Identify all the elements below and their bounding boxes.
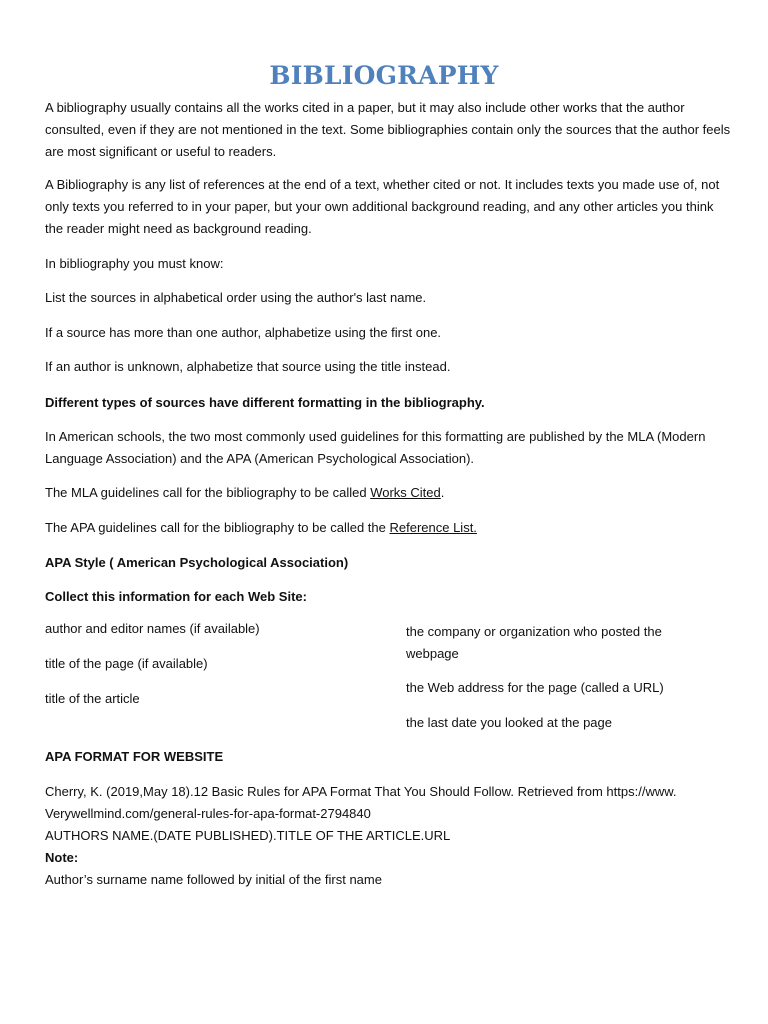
source-types-heading: Different types of sources have different formatting in the bibliography.: [45, 395, 485, 410]
format-template-line: AUTHORS NAME.(DATE PUBLISHED).TITLE OF THE ARTICLE.URL: [45, 828, 451, 843]
note-text: Author’s surname name followed by initial of the first name: [45, 872, 382, 887]
intro-paragraph: A bibliography usually contains all the works cited in a paper, but it may also include other works that the author consulted, even if they are not mentioned in the text. Some bibliographies contain only the sources that the author feels are most significant or useful to readers.: [45, 100, 731, 159]
note-label: Note:: [45, 850, 79, 865]
citation-example: [45, 781, 735, 891]
apa-line: [45, 517, 735, 539]
reference-list-link[interactable]: Reference List.: [389, 520, 477, 535]
apa-text: The APA guidelines call for the bibliography to be called the: [45, 520, 390, 535]
collect-item-company: the company or organization who posted the webpage: [406, 624, 662, 661]
mla-period: .: [440, 485, 445, 500]
rule-unknown-author: If an author is unknown, alphabetize that source using the title instead.: [45, 359, 451, 374]
collect-item-page-title: title of the page (if available): [45, 656, 208, 671]
works-cited-link[interactable]: Works Cited: [370, 485, 441, 500]
definition-paragraph: A Bibliography is any list of references at the end of a text, whether cited or not. It includes texts you made use of, not only texts you referred to in your paper, but your own additional background reading, and any other articles you think the reader might need as background reading.: [45, 177, 720, 236]
mla-line: [45, 482, 735, 504]
apa-format-heading: APA FORMAT FOR WEBSITE: [45, 749, 224, 764]
page-title: BIBLIOGRAPHY: [269, 61, 499, 90]
rule-alphabetical: List the sources in alphabetical order using the author's last name.: [45, 290, 427, 305]
citation-example-line2: Verywellmind.com/general-rules-for-apa-format-2794840: [45, 806, 371, 821]
schools-paragraph: In American schools, the two most commonly used guidelines for this formatting are published by the MLA (Modern Language Association) and the APA (American Psychological Association).: [45, 429, 706, 466]
collect-item-author: author and editor names (if available): [45, 621, 260, 636]
citation-example-line1: Cherry, K. (2019,May 18).12 Basic Rules for APA Format That You Should Follow. Retrieved from https://www.: [45, 784, 677, 799]
apa-style-heading: APA Style ( American Psychological Association): [45, 555, 349, 570]
mla-text: The MLA guidelines call for the bibliography to be called: [45, 485, 371, 500]
collect-item-url: the Web address for the page (called a URL): [406, 680, 664, 695]
collect-item-last-date: the last date you looked at the page: [406, 715, 612, 730]
must-know-line: In bibliography you must know:: [45, 256, 224, 271]
collect-item-article-title: title of the article: [45, 691, 140, 706]
rule-multiple-authors: If a source has more than one author, alphabetize using the first one.: [45, 325, 442, 340]
collect-heading: Collect this information for each Web Site:: [45, 589, 307, 604]
